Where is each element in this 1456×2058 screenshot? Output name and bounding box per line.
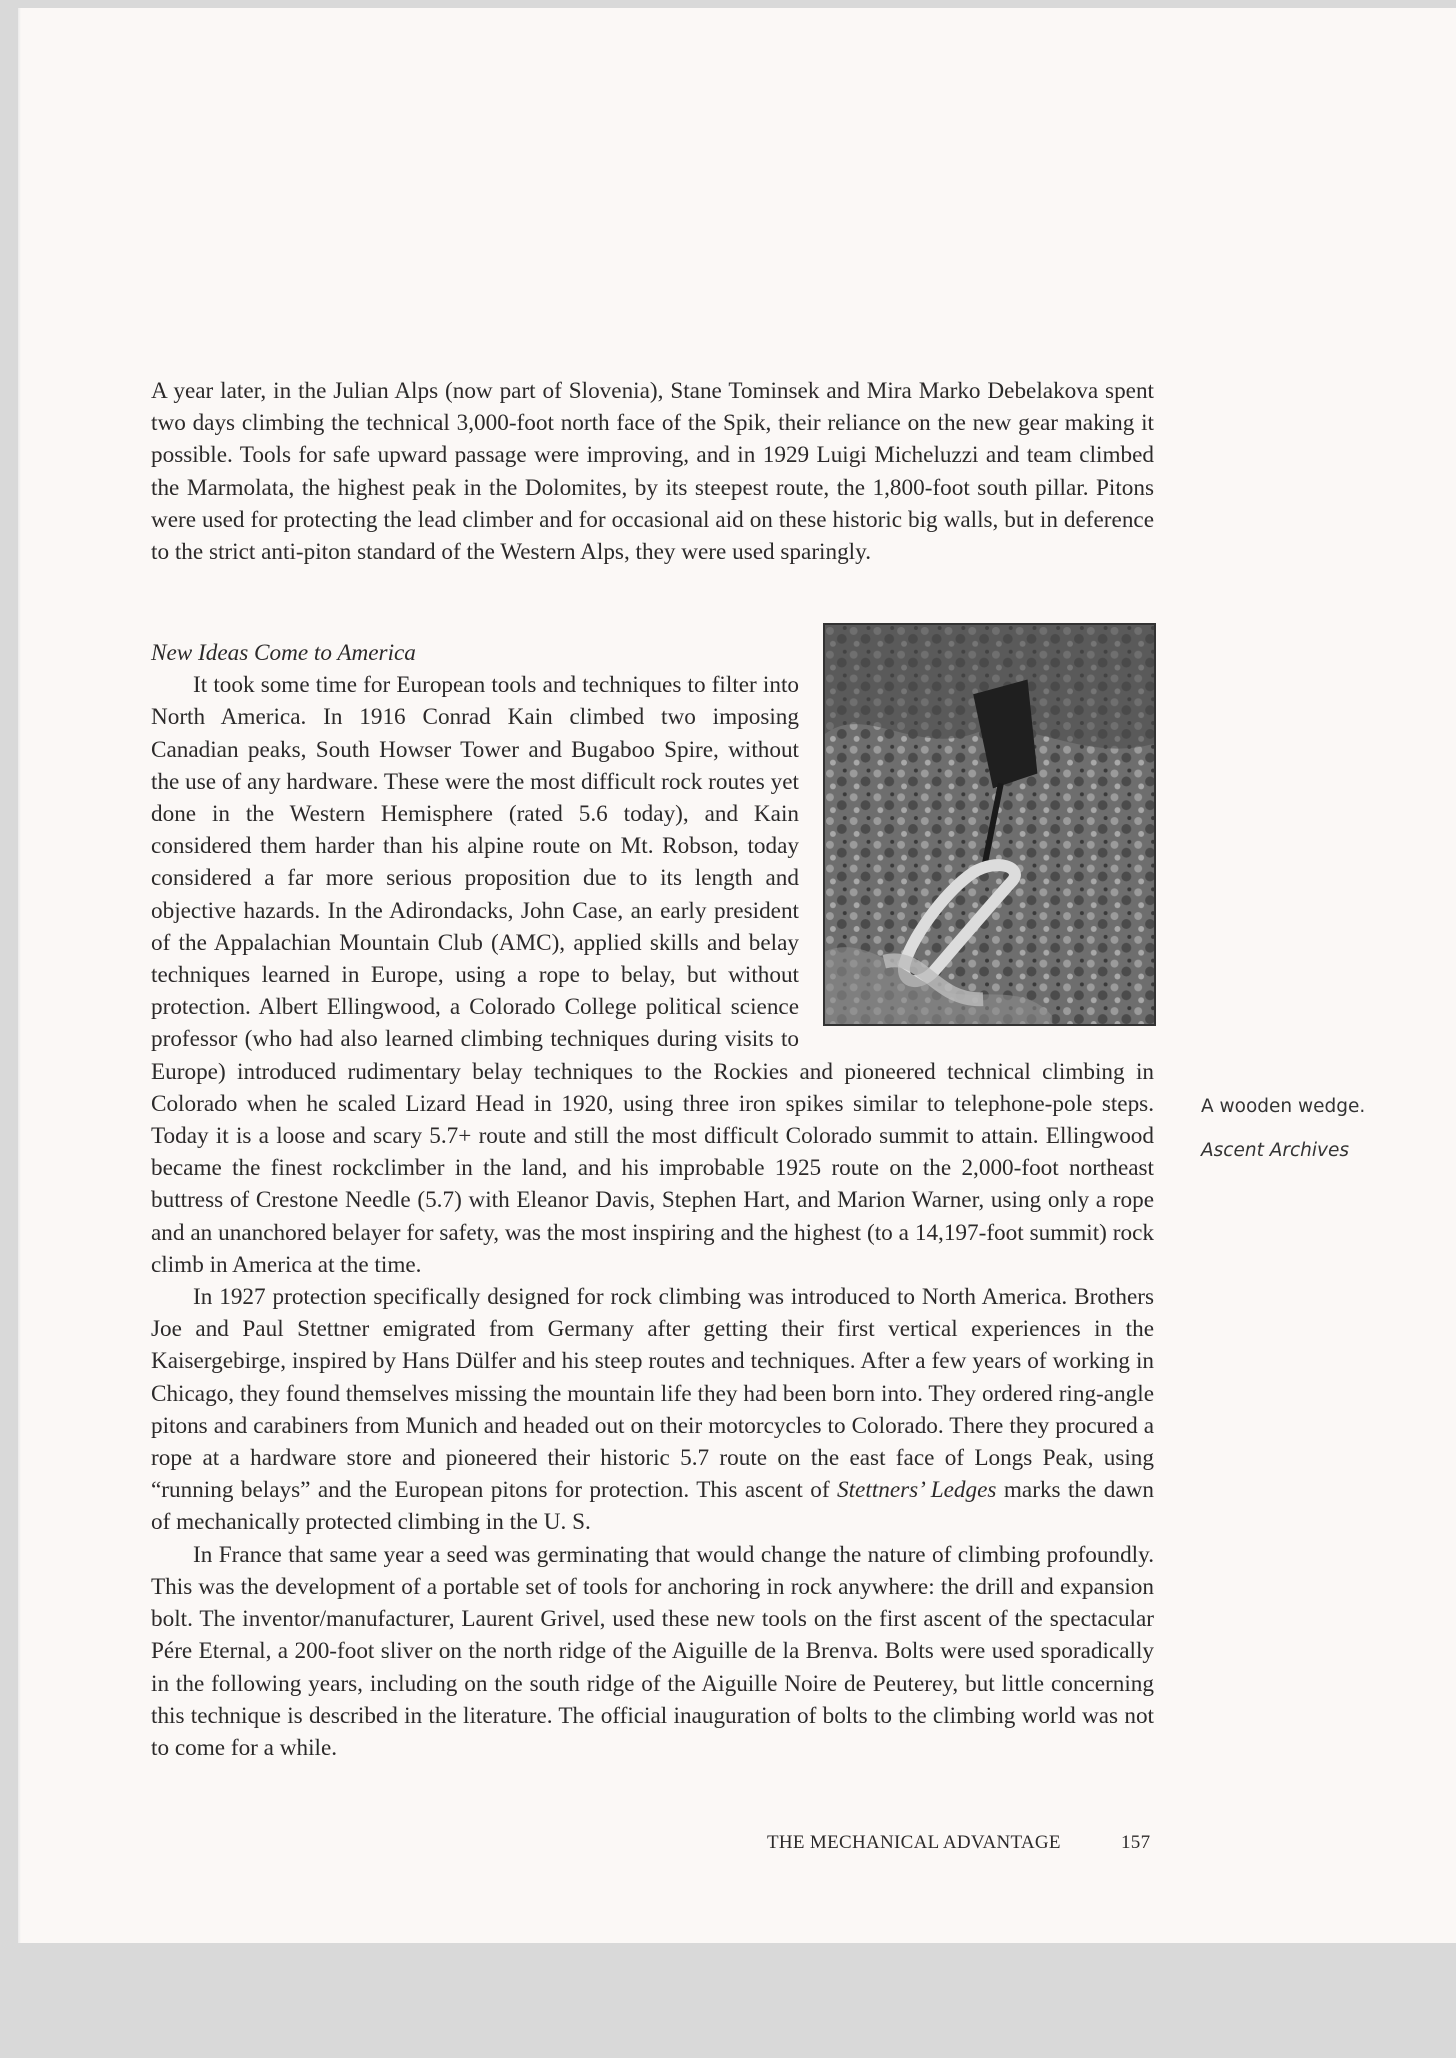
page-number: 157: [1121, 1832, 1151, 1853]
photo-credit: Ascent Archives: [1201, 1140, 1349, 1161]
paragraph-france-bolts: In France that same year a seed was germinating that would change the nature of climbing profoundly. This was the development of a portable set of tools for anchoring in rock anywhere: the drill and expansion bolt. The inventor/manufacturer, Laurent Grivel, used these new tools on the first ascent of the spectacular Pére Eternal, a 200-foot sliver on the north ridge of the Aiguille de la Brenva. Bolts were used sporadically in the following years, including on the south ridge of the Aiguille Noire de Peuterey, but little concerning this technique is described in the literature. The official inauguration of bolts to the climbing world was not to come for a while.: [151, 1541, 1154, 1761]
paragraph-julian-alps: A year later, in the Julian Alps (now part of Slovenia), Stane Tominsek and Mira Marko Debelakova spent two days climbing the technical 3,000-foot north face of the Spik, their reliance on the new gear making it possible. Tools for safe upward passage were improving, and in 1929 Luigi Micheluzzi and team climbed the Marmolata, the highest peak in the Dolomites, by its steepest route, the 1,800-foot south pillar. Pitons were used for protecting the lead climber and for occasional aid on these historic big walls, but in deference to the strict anti-piton standard of the Western Alps, they were used sparingly.: [151, 378, 1154, 566]
scan-edge: [18, 8, 21, 1943]
photo-caption: A wooden wedge.: [1201, 1096, 1366, 1117]
paragraph-north-america: It took some time for European tools and techniques to filter into North America. In 1916 Conrad Kain climbed two imposing Canadian peaks, South Howser Tower and Bugaboo Spire, without the use of any hardware. These were the most difficult rock routes yet done in the Western Hemisphere (rated 5.6 today), and Kain considered them harder than his alpine route on Mt. Robson, today considered a far more serious proposition due to its length and objective hazards. In the Adirondacks, John Case, an early president of the Appalachian Mountain Club (AMC), applied skills and belay techniques learned in Europe, using a rope to belay, but without protection. Albert Ellingwood, a Colorado College political science professor (who had also learned climbing techniques during visits to Europe) introduced rudimentary belay techniques to the Rockies and pioneered technical climbing in Colorado when he scaled Lizard Head in 1920, using three iron spikes similar to telephone-pole steps. Today it is a loose and scary 5.7+ route and still the most difficult Colorado summit to attain. Ellingwood became the finest rockclimber in the land, and his improbable 1925 route on the 2,000-foot northeast buttress of Crestone Needle (5.7) with Eleanor Davis, Stephen Hart, and Marion Warner, using only a rope and an unanchored belayer for safety, was the most inspiring and the highest (to a 14,197-foot summit) rock climb in America at the time.: [151, 672, 1154, 1278]
running-head: THE MECHANICAL ADVANTAGE: [767, 1832, 1061, 1853]
paragraph-stettner-text: In 1927 protection specifically designed for rock climbing was introduced to North America. Brothers Joe and Paul Stettner emigrated from Germany after getting their first vertical experiences in the Kaisergebirge, inspired by Hans Dülfer and his steep routes and techniques. After a few years of working in Chicago, they found themselves missing the mountain life they had been born into. They ordered ring-angle pitons and carabiners from Munich and headed out on their motorcycles to Colorado. There they procured a rope at a hardware store and pioneered their historic 5.7 route on the east face of Longs Peak, using “running belays” and the European pitons for protection. This ascent of: [151, 1284, 1154, 1504]
paragraph-stettner-end: marks the dawn of mechanically protected climbing in the U. S.: [151, 1477, 1154, 1536]
wooden-wedge-photo: [823, 623, 1156, 1026]
section-new-ideas: [151, 637, 1154, 1764]
paragraph-intro-block: [151, 375, 1154, 568]
stettners-ledges-title: Stettners’ Ledges: [837, 1477, 997, 1504]
wooden-wedge-carabiner-photo-icon: [825, 625, 1154, 1024]
paragraph-stettner: [151, 1281, 1154, 1539]
section-heading: New Ideas Come to America: [151, 640, 416, 666]
